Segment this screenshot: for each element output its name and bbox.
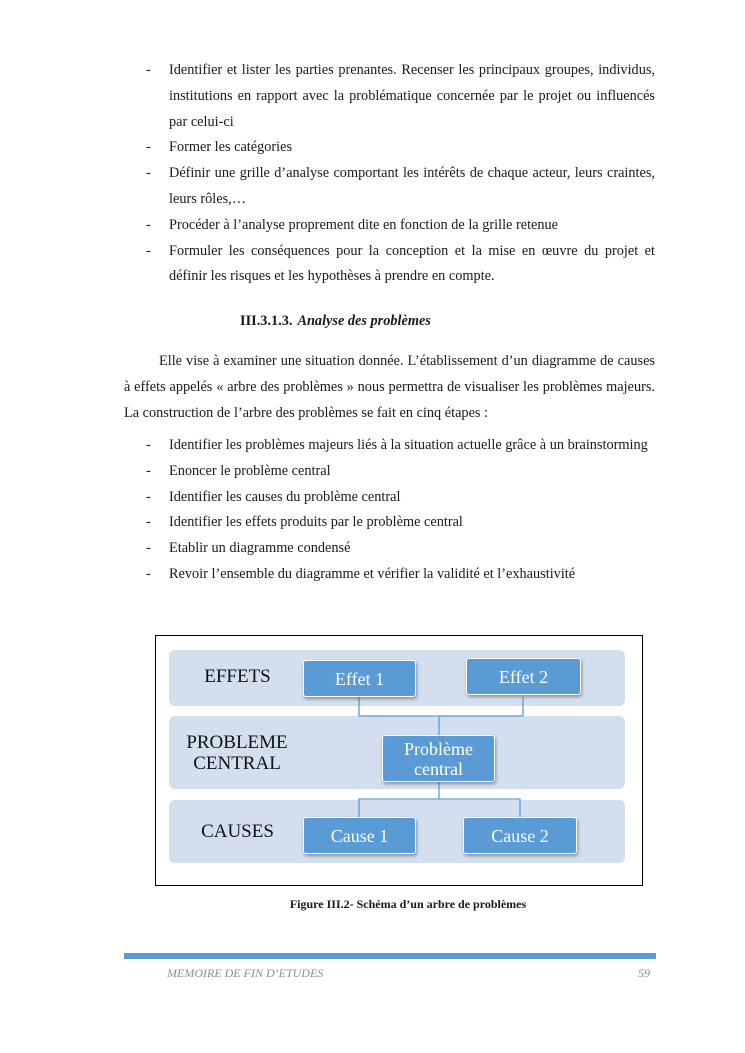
bullet-dash: - [146,165,151,182]
list-item [146,459,655,485]
list-item-text: Etablir un diagramme condensé [169,540,351,557]
node-cause-2: Cause 2 [463,817,577,854]
list-item [146,161,655,213]
section-title: Analyse des problèmes [297,313,431,329]
bullet-dash: - [146,540,151,557]
list-item-text: Identifier les effets produits par le problème central [169,514,463,531]
page-number: 59 [638,966,650,980]
list-item-text: Former les catégories [169,139,293,156]
list-item [146,213,655,239]
bullet-dash: - [146,514,151,531]
footer-divider [124,953,656,959]
node-probleme-central: Problème central [382,735,495,782]
bullet-list-steps [146,433,655,588]
list-item [146,485,655,511]
footer-title: MEMOIRE DE FIN D’ETUDES [167,966,324,980]
bullet-dash: - [146,62,151,78]
connector-causes [359,799,520,817]
bullet-dash: - [146,216,151,233]
node-cause-1: Cause 1 [303,817,416,854]
intro-paragraph: Elle vise à examiner une situation donnée. L’établissement d’un diagramme de causes à effets appelés « arbre des problèmes » nous permettra de visualiser les problèmes majeurs. La construction de l’arbre des problèmes se fait en cinq étapes : [124,353,655,421]
list-item-text: Identifier les problèmes majeurs liés à la situation actuelle grâce à un brainstorming [169,437,648,453]
list-item-text: Identifier et lister les parties prenantes. Recenser les principaux groupes, individus, institutions en rapport avec la problématique concernée par le projet ou influencés par celui-ci [169,62,655,130]
connector-effects [359,697,523,716]
list-item [146,58,655,135]
section-number: III.3.1.3. [240,313,293,329]
list-item [146,562,655,588]
label-probleme-central: PROBLEME CENTRAL [186,732,288,774]
problem-tree-diagram [155,635,643,886]
list-item [146,510,655,536]
bullet-dash: - [146,242,151,259]
bullet-dash: - [146,139,151,156]
figure-caption: Figure III.2- Schéma d’un arbre de problèmes [289,897,527,911]
bullet-dash: - [146,437,151,453]
list-item-text: Revoir l’ensemble du diagramme et vérifier la validité et l’exhaustivité [169,565,576,582]
bullet-dash: - [146,565,151,582]
label-causes: CAUSES [201,821,274,842]
label-effets: EFFETS [204,666,271,687]
node-effet-2: Effet 2 [466,658,581,695]
bullet-dash: - [146,462,151,479]
list-item [146,135,655,161]
list-item [146,239,655,291]
list-item-text: Formuler les conséquences pour la conception et la mise en œuvre du projet et définir les risques et les hypothèses à prendre en compte. [169,242,655,285]
list-item [146,536,655,562]
list-item-text: Procéder à l’analyse proprement dite en fonction de la grille retenue [169,216,559,233]
node-effet-1: Effet 1 [303,660,416,697]
list-item-text: Définir une grille d’analyse comportant les intérêts de chaque acteur, leurs craintes, leurs rôles,… [169,165,655,207]
section-heading [240,310,431,332]
list-item [146,433,655,459]
bullet-list-stakeholders [146,58,655,290]
bullet-dash: - [146,488,151,505]
list-item-text: Identifier les causes du problème central [169,488,401,505]
list-item-text: Enoncer le problème central [169,462,331,479]
